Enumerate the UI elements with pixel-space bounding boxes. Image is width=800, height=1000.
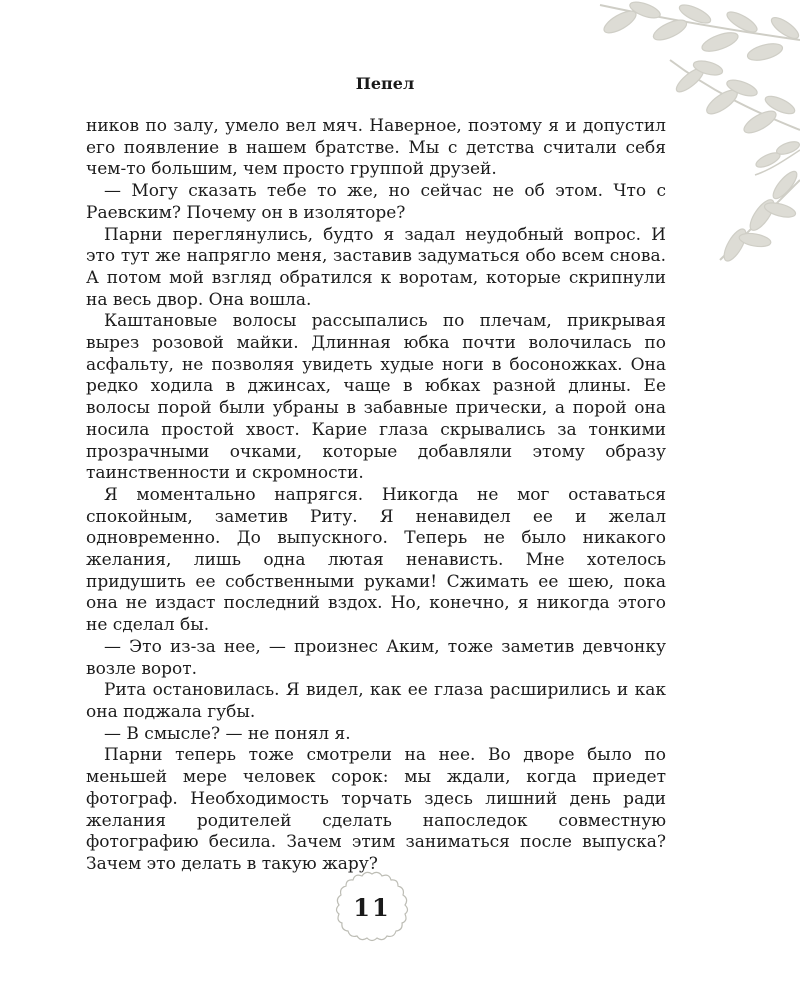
paragraph: ников по залу, умело вел мяч. Наверное, поэтому я и допустил его появление в нашем братстве. Мы с детства считали себя чем-то большим, чем просто группой друзей. xyxy=(86,116,666,180)
paragraph: Я моментально напрягся. Никогда не мог оставаться спокойным, заметив Риту. Я ненавидел ее и желал одновременно. До выпускного. Теперь не было никакого желания, лишь одна лютая ненависть. Мне хотелось придушить ее собственными руками! Сжимать ее шею, пока она не издаст последний вздох. Но, конечно, я никогда этого не сделал бы. xyxy=(86,484,666,636)
running-head-title: Пепел xyxy=(355,74,415,93)
paragraph: Рита остановилась. Я видел, как ее глаза расширились и как она поджала губы. xyxy=(86,680,666,722)
paragraph: Каштановые волосы рассыпались по плечам, прикрывая вырез розовой майки. Длинная юбка почти волочилась по асфальту, не позволяя увидеть худые ноги в босоножках. Она редко ходила в джинсах, чаще в юбках разной длины. Ее волосы порой были убраны в забавные прически, а порой она носила простой хвост. Карие глаза скрывались за тонкими прозрачными очками, которые добавляли этому образу таинственности и скромности. xyxy=(86,311,666,484)
paragraph: Парни переглянулись, будто я задал неудобный вопрос. И это тут же напрягло меня, заставив задуматься обо всем снова. А потом мой взгляд обратился к воротам, которые скрипнули на весь двор. Она вошла. xyxy=(86,224,666,310)
page-number-badge xyxy=(332,868,412,948)
paragraph: Парни теперь тоже смотрели на нее. Во дворе было по меньшей мере человек сорок: мы ждали, когда приедет фотограф. Необходимость торчать здесь лишний день ради желания родителей сделать напоследок совместную фотографию бесила. Зачем этим заниматься после выпуска? Зачем это делать в такую жару? xyxy=(86,745,666,874)
page-number: 11 xyxy=(353,893,391,922)
paragraph: — Могу сказать тебе то же, но сейчас не об этом. Что с Раевским? Почему он в изоляторе? xyxy=(86,181,666,223)
paragraph: — Это из-за нее, — произнес Аким, тоже заметив девчонку возле ворот. xyxy=(86,636,666,679)
paragraph: — В смысле? — не понял я. xyxy=(104,723,351,744)
body-text xyxy=(86,116,666,876)
